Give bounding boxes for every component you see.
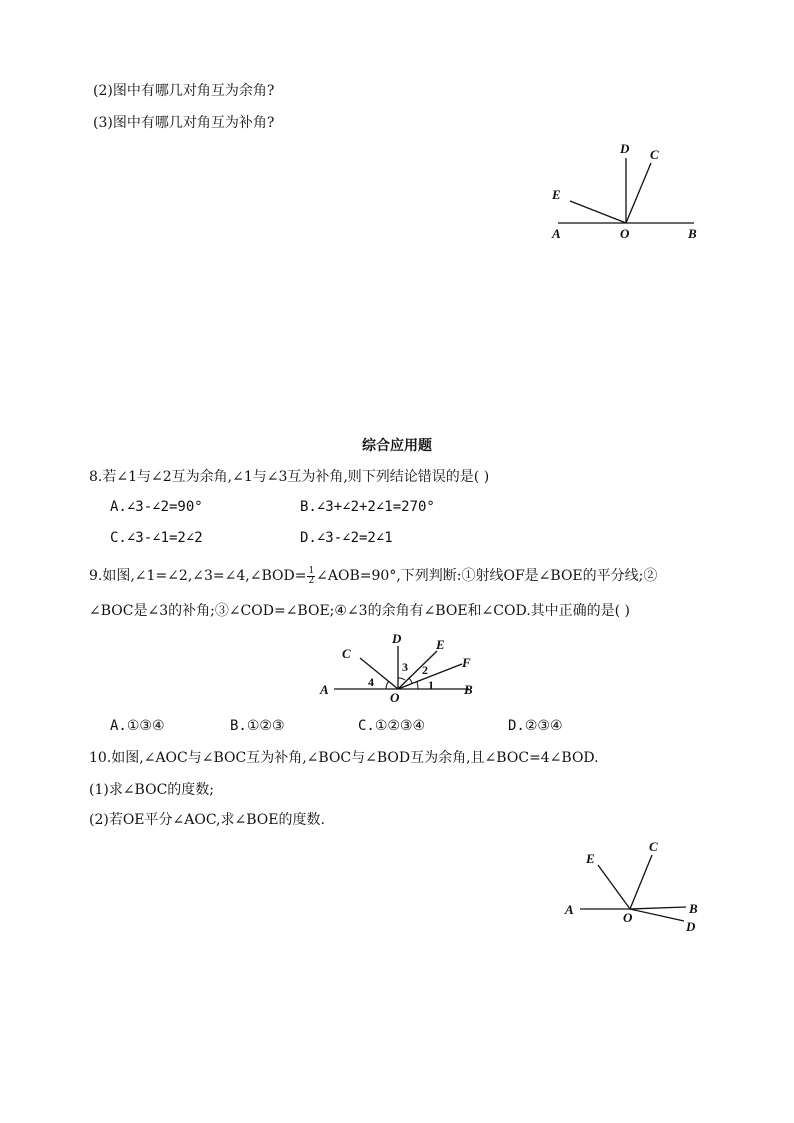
- q8-option-a: A.∠3-∠2=90°: [110, 499, 203, 515]
- label-b: B: [688, 226, 697, 241]
- ray-ob: [630, 907, 686, 909]
- label-c: C: [649, 839, 658, 854]
- q9-stem-part2: ∠AOB=90°,下列判断:①射线OF是∠BOE的平分线;②: [316, 568, 658, 584]
- label-o: O: [623, 910, 633, 925]
- label-a: A: [565, 902, 574, 917]
- q8-option-d: D.∠3-∠2=2∠1: [300, 530, 393, 546]
- section-title: 综合应用题: [362, 438, 432, 454]
- label-b: B: [464, 682, 473, 697]
- label-b: B: [689, 901, 698, 916]
- label-e: E: [552, 187, 561, 202]
- q10-part1: (1)求∠BOC的度数;: [89, 782, 215, 798]
- q8-option-c: C.∠3-∠1=2∠2: [110, 530, 203, 546]
- q7-part3: (3)图中有哪几对角互为补角?: [93, 115, 275, 131]
- ray-oc: [630, 855, 652, 909]
- label-d: D: [686, 919, 696, 934]
- label-f: F: [462, 655, 471, 670]
- arc-angle-1: [417, 682, 418, 689]
- label-e: E: [586, 851, 595, 866]
- label-e: E: [436, 637, 445, 652]
- q9-option-b: B.①②③: [230, 718, 285, 734]
- q10-figure: [560, 835, 710, 940]
- ray-oe: [570, 201, 626, 223]
- q7-part2: (2)图中有哪几对角互为余角?: [93, 83, 275, 99]
- q9-option-a: A.①③④: [110, 718, 165, 734]
- q8-stem: 8.若∠1与∠2互为余角,∠1与∠3互为补角,则下列结论错误的是( ): [89, 469, 490, 485]
- ray-od: [630, 909, 684, 921]
- label-o: O: [390, 690, 400, 705]
- q8-option-b: B.∠3+∠2+2∠1=270°: [300, 499, 435, 515]
- q9-stem-line2: ∠BOC是∠3的补角;③∠COD=∠BOE;④∠3的余角有∠BOE和∠COD.其中正确的是( ): [89, 603, 631, 619]
- q9-stem-part1: 9.如图,∠1=∠2,∠3=∠4,∠BOD=: [89, 568, 307, 584]
- label-a: A: [320, 682, 329, 697]
- ray-oc: [626, 163, 651, 223]
- q9-option-d: D.②③④: [508, 718, 563, 734]
- q7-figure: [540, 138, 710, 248]
- arc-angle-4: [386, 681, 389, 689]
- q9-stem-line1: [89, 566, 657, 586]
- q9-fraction: [307, 567, 315, 586]
- label-angle-3: 3: [402, 660, 408, 674]
- ray-oe: [598, 865, 630, 909]
- ray-oc: [360, 658, 398, 689]
- q9-fraction-denominator: 2: [308, 575, 315, 586]
- label-d: D: [620, 141, 630, 156]
- label-angle-2: 2: [422, 663, 428, 677]
- label-angle-4: 4: [368, 675, 374, 689]
- label-c: C: [650, 147, 659, 162]
- label-o: O: [620, 226, 630, 241]
- arc-angle-3: [398, 678, 405, 680]
- q10-stem: 10.如图,∠AOC与∠BOC互为补角,∠BOC与∠BOD互为余角,且∠BOC=4∠BOD.: [89, 750, 599, 766]
- label-a: A: [552, 226, 561, 241]
- q9-option-c: C.①②③④: [358, 718, 426, 734]
- q10-part2: (2)若OE平分∠AOC,求∠BOE的度数.: [89, 812, 325, 828]
- q9-fraction-numerator: 1: [308, 565, 315, 576]
- q9-figure: [316, 628, 486, 706]
- label-c: C: [342, 646, 351, 661]
- arc-angle-2: [409, 678, 412, 683]
- label-angle-1: 1: [428, 678, 434, 692]
- label-d: D: [392, 631, 402, 646]
